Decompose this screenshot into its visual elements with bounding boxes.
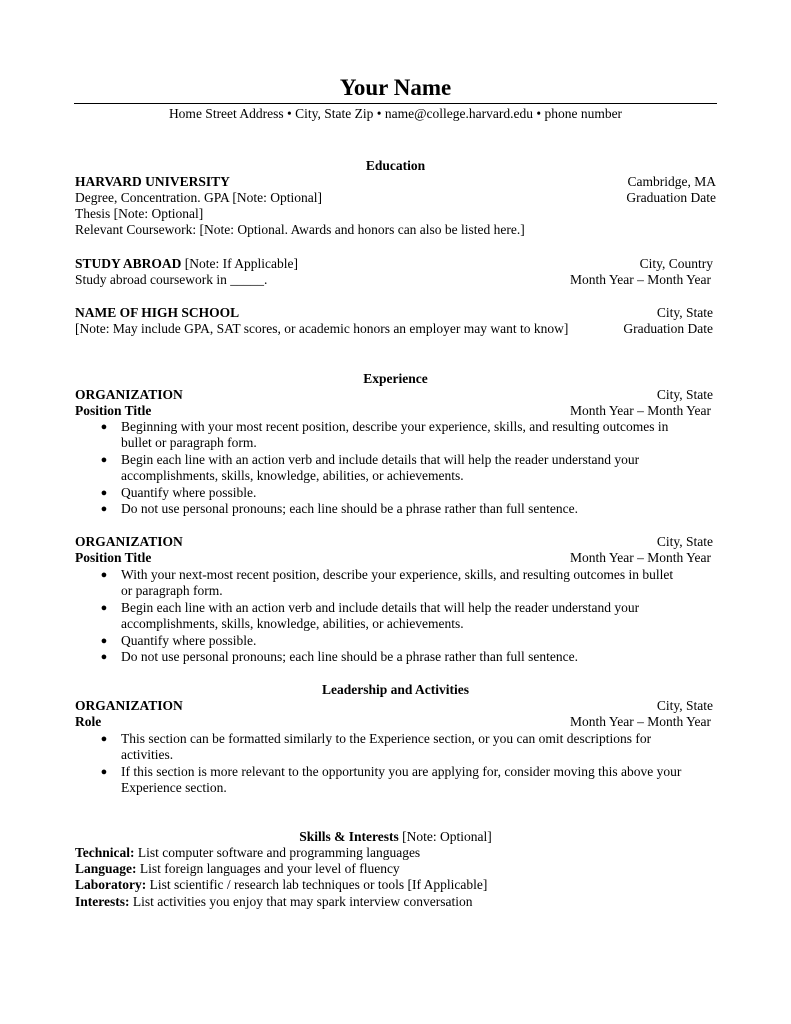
list-item <box>99 649 709 665</box>
harvard-school: HARVARD UNIVERSITY <box>75 174 230 189</box>
bullet-line: This section can be formatted similarly to the Experience section, or you can omit descriptions for <box>121 731 652 746</box>
experience-1-org: ORGANIZATION <box>75 387 183 402</box>
list-item <box>99 731 709 764</box>
bullet-line: activities. <box>121 747 174 763</box>
experience-2-position-row <box>75 550 711 566</box>
bullet-icon: ● <box>100 601 108 614</box>
bullet-line: Do not use personal pronouns; each line should be a phrase rather than full sentence. <box>121 649 578 665</box>
bullet-icon: ● <box>100 503 108 516</box>
leadership-location: City, State <box>656 698 713 713</box>
skill-text: List activities you enjoy that may spark interview conversation <box>129 894 473 909</box>
highschool-name: NAME OF HIGH SCHOOL <box>75 305 240 320</box>
bullet-line: accomplishments, skills, knowledge, abilities, or achievements. <box>121 616 464 632</box>
bullet-line: bullet or paragraph form. <box>121 435 257 451</box>
skills-heading-title: Skills & Interests <box>299 829 399 844</box>
skill-label: Language: <box>75 861 137 876</box>
leadership-org: ORGANIZATION <box>75 698 183 713</box>
skills-heading-note: [Note: Optional] <box>398 829 492 844</box>
harvard-row <box>75 174 716 190</box>
leadership-bullets <box>99 731 709 797</box>
abroad-row <box>75 256 713 272</box>
experience-2-location: City, State <box>656 534 713 549</box>
skill-text: List foreign languages and your level of fluency <box>136 861 400 876</box>
skill-technical <box>75 845 420 861</box>
experience-2-org: ORGANIZATION <box>75 534 183 549</box>
highschool-grad-date: Graduation Date <box>623 321 713 336</box>
leadership-role-row <box>75 714 711 730</box>
skill-label: Interests: <box>75 894 130 909</box>
abroad-title: STUDY ABROAD <box>75 256 182 271</box>
highschool-note: [Note: May include GPA, SAT scores, or academic honors an employer may want to know] <box>75 321 569 336</box>
abroad-desc: Study abroad coursework in _____. <box>75 272 268 287</box>
harvard-degree: Degree, Concentration. GPA [Note: Optional] <box>75 190 322 205</box>
list-item <box>99 452 709 485</box>
skills-heading <box>0 828 791 845</box>
education-heading: Education <box>365 158 426 173</box>
bullet-icon: ● <box>100 634 108 647</box>
bullet-icon: ● <box>100 651 108 664</box>
leadership-role: Role <box>75 714 102 729</box>
bullet-icon: ● <box>100 453 108 466</box>
header-divider <box>74 103 717 104</box>
bullet-line: Beginning with your most recent position, describe your experience, skills, and resulting outcomes in <box>121 419 669 434</box>
harvard-degree-row <box>75 190 716 206</box>
abroad-dates: Month Year – Month Year <box>569 272 711 287</box>
harvard-location: Cambridge, MA <box>627 174 716 189</box>
list-item <box>99 567 709 600</box>
bullet-line: With your next-most recent position, describe your experience, skills, and resulting outcomes in bullet <box>121 567 674 582</box>
harvard-coursework: Relevant Coursework: [Note: Optional. Awards and honors can also be listed here.] <box>75 222 525 237</box>
abroad-title-group <box>75 256 298 272</box>
experience-1-dates: Month Year – Month Year <box>569 403 711 418</box>
skill-text: List computer software and programming languages <box>134 845 421 860</box>
list-item <box>99 501 709 517</box>
bullet-line: If this section is more relevant to the opportunity you are applying for, consider moving this above your <box>121 763 682 779</box>
skill-interests <box>75 894 473 910</box>
experience-2-org-row <box>75 534 713 550</box>
skill-laboratory <box>75 877 487 893</box>
experience-2-bullets <box>99 567 709 665</box>
skill-label: Technical: <box>75 845 135 860</box>
abroad-location: City, Country <box>639 256 713 271</box>
list-item <box>99 764 709 797</box>
skill-label: Laboratory: <box>75 877 147 892</box>
bullet-line: Do not use personal pronouns; each line should be a phrase rather than full sentence. <box>121 501 578 517</box>
leadership-org-row <box>75 698 713 714</box>
bullet-line: Quantify where possible. <box>121 484 257 500</box>
bullet-line: Quantify where possible. <box>121 632 257 648</box>
experience-1-position: Position Title <box>75 403 152 418</box>
highschool-location: City, State <box>656 305 713 320</box>
experience-1-location: City, State <box>656 387 713 402</box>
experience-1-bullets <box>99 419 709 517</box>
abroad-desc-row <box>75 272 711 288</box>
list-item <box>99 600 709 633</box>
bullet-line: Begin each line with an action verb and include details that will help the reader understand your <box>121 599 640 615</box>
experience-1-org-row <box>75 387 713 403</box>
harvard-grad-date: Graduation Date <box>626 190 716 205</box>
experience-2-position: Position Title <box>75 550 152 565</box>
harvard-thesis: Thesis [Note: Optional] <box>75 206 204 221</box>
experience-2-dates: Month Year – Month Year <box>569 550 711 565</box>
bullet-icon: ● <box>100 569 108 581</box>
leadership-heading: Leadership and Activities <box>321 682 469 697</box>
list-item <box>99 485 709 501</box>
bullet-icon: ● <box>100 421 108 433</box>
highschool-note-row <box>75 321 713 337</box>
bullet-line: Begin each line with an action verb and include details that will help the reader understand your <box>121 451 640 467</box>
skill-language <box>75 861 400 877</box>
bullet-line: or paragraph form. <box>121 583 223 599</box>
bullet-line: accomplishments, skills, knowledge, abilities, or achievements. <box>121 468 464 484</box>
bullet-icon: ● <box>100 765 108 778</box>
list-item <box>99 419 709 452</box>
skill-text: List scientific / research lab techniques or tools [If Applicable] <box>146 877 488 892</box>
highschool-row <box>75 305 713 321</box>
leadership-dates: Month Year – Month Year <box>569 714 711 729</box>
bullet-icon: ● <box>100 486 108 499</box>
experience-1-position-row <box>75 403 711 419</box>
bullet-line: Experience section. <box>121 780 227 796</box>
resume-name: Your Name <box>339 75 452 100</box>
list-item <box>99 633 709 649</box>
abroad-note: [Note: If Applicable] <box>181 256 298 271</box>
contact-line: Home Street Address • City, State Zip • name@college.harvard.edu • phone number <box>168 106 623 121</box>
experience-heading: Experience <box>363 371 428 386</box>
bullet-icon: ● <box>100 733 108 745</box>
